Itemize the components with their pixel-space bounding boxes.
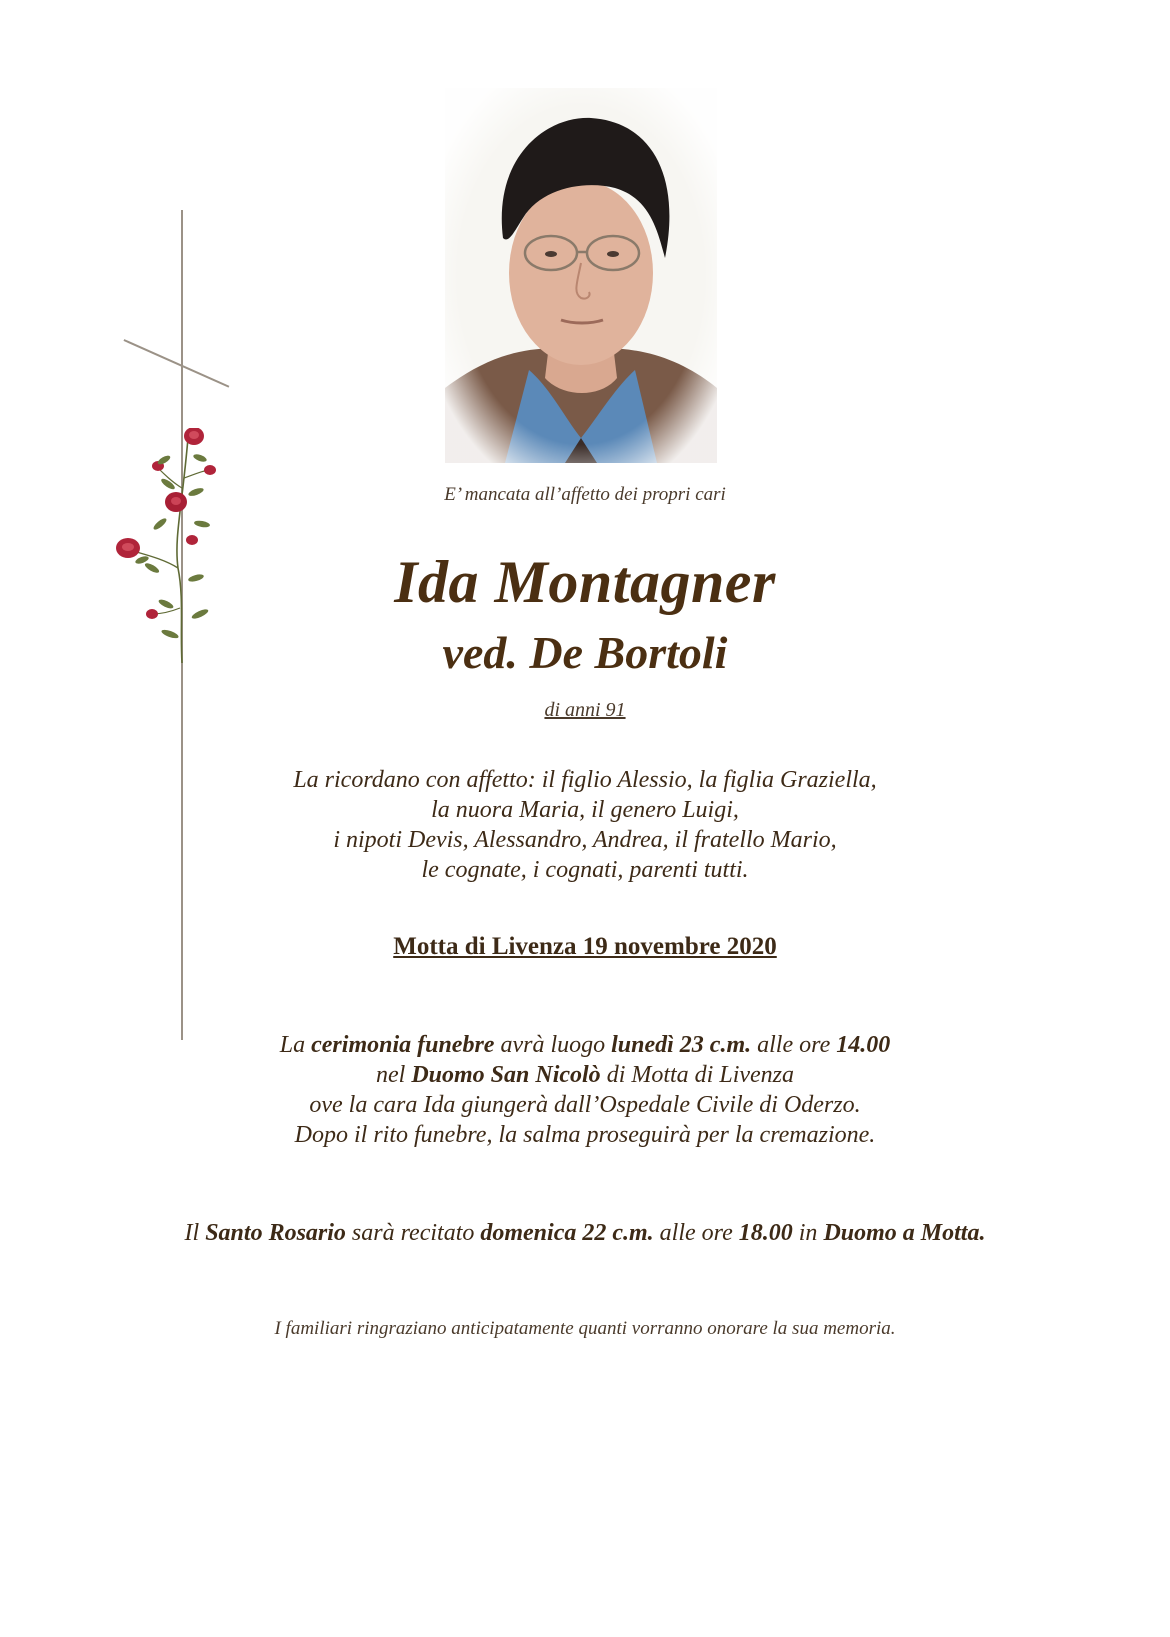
family-line: i nipoti Devis, Alessandro, Andrea, il fratello Mario, [333,827,837,853]
ceremony-line [0,1030,1170,1060]
ceremony-text: avrà luogo [494,1032,612,1058]
intro-text: E’ mancata all’affetto dei propri cari [444,484,726,505]
rosario-emphasis: Santo Rosario [205,1220,346,1246]
family-list [0,765,1170,885]
deceased-age: di anni 91 [544,699,626,721]
ceremony-church: Duomo San Nicolò [411,1062,601,1088]
ceremony-details [0,1030,1170,1150]
ceremony-text: alle ore [751,1032,837,1058]
portrait-photo [445,88,717,463]
cross-horizontal-bar [124,339,230,387]
rosario-day: domenica 22 c.m. [480,1220,654,1246]
rosario-time: 18.00 [738,1220,793,1246]
ceremony-time: 14.00 [836,1032,891,1058]
ceremony-emphasis: cerimonia funebre [311,1032,495,1058]
rosario-text: sarà recitato [345,1220,481,1246]
family-line: La ricordano con affetto: il figlio Alessio, la figlia Graziella, [293,767,877,793]
ceremony-line: Dopo il rito funebre, la salma proseguirà per la cremazione. [294,1122,876,1148]
ceremony-day: lunedì 23 c.m. [611,1032,752,1058]
ceremony-line: ove la cara Ida giungerà dall’Ospedale Civile di Oderzo. [309,1092,861,1118]
rosario-place: Duomo a Motta. [823,1220,986,1246]
rosario-details [0,1220,1170,1247]
ceremony-text: nel [375,1062,412,1088]
deceased-married-name: ved. De Bortoli [442,627,728,678]
thanks-note: I familiari ringraziano anticipatamente quanti vorranno onorare la sua memoria. [274,1318,896,1339]
family-line: la nuora Maria, il genero Luigi, [431,797,739,823]
deceased-name: Ida Montagner [394,549,776,615]
ceremony-line [0,1060,1170,1090]
ceremony-text: di Motta di Livenza [600,1062,795,1088]
rosario-text: in [792,1220,824,1246]
rosario-text: Il [184,1220,206,1246]
ceremony-text: La [279,1032,312,1058]
place-date: Motta di Livenza 19 novembre 2020 [393,933,777,960]
family-line: le cognate, i cognati, parenti tutti. [421,857,749,883]
rosario-text: alle ore [653,1220,739,1246]
